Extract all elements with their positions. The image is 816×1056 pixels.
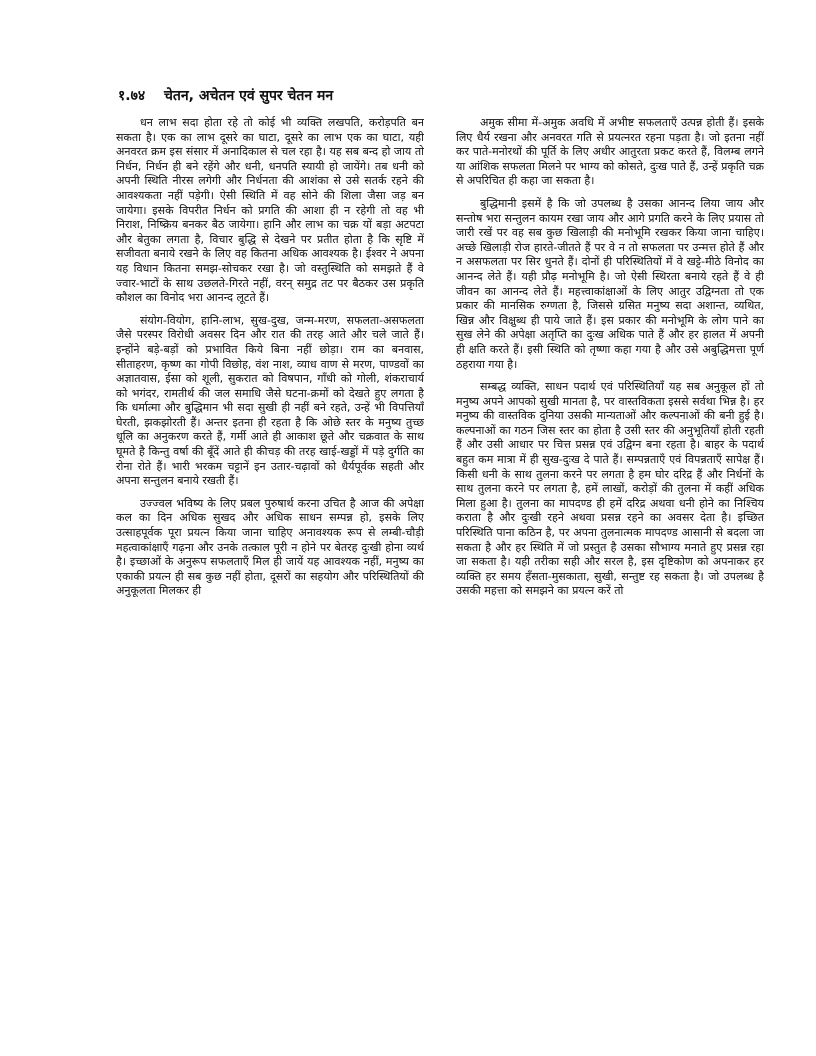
- running-header: [118, 86, 718, 110]
- paragraph: उज्ज्वल भविष्य के लिए प्रबल पुरुषार्थ करना उचित है आज की अपेक्षा कल का दिन अधिक सुखद और अधिक साधन सम्पन्न हो, इसके लिए उत्साहपूर्वक पूरा प्रयत्न किया जाना चाहिए अनावश्यक रूप से लम्बी-चौड़ी महत्वाकांक्षाएँ गढ़ना और उनके तत्काल पूरी न होने पर बेतरह दुःखी होना व्यर्थ है। इच्छाओं के अनुरूप सफलताएँ मिल ही जायें यह आवश्यक नहीं, मनुष्य का एकाकी प्रयत्न ही सब कुछ नहीं होता, दूसरों का सहयोग और परिस्थितियों की अनुकूलता मिलकर ही: [116, 496, 424, 598]
- paragraph: सम्बद्ध व्यक्ति, साधन पदार्थ एवं परिस्थितियाँ यह सब अनुकूल हों तो मनुष्य अपने आपको सुखी मानता है, पर वास्तविकता इससे सर्वथा भिन्न है। हर मनुष्य की वास्तविक दुनिया उसकी मान्यताओं और कल्पनाओं की बनी हुई है। कल्पनाओं का गठन जिस स्तर का होता है उसी स्तर की अनुभूतियाँ होती रहती हैं और उसी आधार पर चित्त प्रसन्न एवं उद्विग्न बना रहता है। बाहर के पदार्थ बहुत कम मात्रा में ही सुख-दुःख दे पाते हैं। सम्पन्नताएँ एवं विपन्नताएँ सापेक्ष हैं। किसी धनी के साथ तुलना करने पर लगता है हम घोर दरिद्र हैं और निर्धनों के साथ तुलना करने पर लगता है, हमें लाखों, करोड़ों की तुलना में कहीं अधिक मिला हुआ है। तुलना का मापदण्ड ही हमें दरिद्र अथवा धनी होने का निश्चिय कराता है और दुःखी रहने अथवा प्रसन्न रहने का अवसर देता है। इच्छित परिस्थिति पाना कठिन है, पर अपना तुलनात्मक मापदण्ड आसानी से बदला जा सकता है और हर स्थिति में जो प्रस्तुत है उसका सौभाग्य मनाते हुए प्रसन्न रहा जा सकता है। यही तरीका सही और सरल है, इस दृष्टिकोण को अपनाकर हर व्यक्ति हर समय हँसता-मुसकाता, सुखी, सन्तुष्ट रह सकता है। जो उपलब्ध है उसकी महत्ता को समझने का प्रयत्न करें तो: [456, 380, 764, 598]
- right-column: [456, 116, 764, 1041]
- paragraph: संयोग-वियोग, हानि-लाभ, सुख-दुख, जन्म-मरण, सफलता-असफलता जैसे परस्पर विरोधी अवसर दिन और रात की तरह आते और चले जाते हैं। इन्होंने बड़े-बड़ों को प्रभावित किये बिना नहीं छोड़ा। राम का बनवास, सीताहरण, कृष्ण का गोपी विछोह, वंश नाश, व्याध वाण से मरण, पाण्डवों का अज्ञातवास, ईसा को शूली, सुकरात को विषपान, गाँधी को गोली, शंकराचार्य को भगंदर, रामतीर्थ की जल समाधि जैसे घटना-क्रमों को देखते हुए लगता है कि धर्मात्मा और बुद्धिमान भी सदा सुखी ही नहीं बने रहते, उन्हें भी विपत्तियाँ घेरती, झकझोरती हैं। अन्तर इतना ही रहता है कि ओछे स्तर के मनुष्य तुच्छ धूलि का अनुकरण करते हैं, गर्मी आते ही आकाश छूते और चक्रवात के साथ घूमते है किन्तु वर्षा की बूँदें आते ही कीचड़ की तरह खाई-खड्डों में पड़े दुर्गति का रोना रोते हैं। भारी भरकम चट्टानें इन उतार-चढ़ावों को धैर्यपूर्वक सहती और अपना सन्तुलन बनाये रखती हैं।: [116, 313, 424, 488]
- paragraph: धन लाभ सदा होता रहे तो कोई भी व्यक्ति लखपति, करोड़पति बन सकता है। एक का लाभ दूसरे का घाटा, दूसरे का लाभ एक का घाटा, यही अनवरत क्रम इस संसार में अनादिकाल से चल रहा है। यह सब बन्द हो जाय तो निर्धन, निर्धन ही बने रहेंगे और धनी, धनपति स्यायी हो जायेंगे। तब धनी को अपनी स्थिति नीरस लगेगी और निर्धनता की आशंका से उसे सतर्क रहने की आवश्यकता नहीं पड़ेगी। ऐसी स्थिति में वह सोने की शिला जैसा जड़ बन जायेगा। इसके विपरीत निर्धन को प्रगति की आशा ही न रहेगी तो वह भी निराश, निष्क्रिय बनकर बैठ जायेगा। हानि और लाभ का चक्र यों बड़ा अटपटा और बेतुका लगता है, विचार बुद्धि से देखने पर प्रतीत होता है कि सृष्टि में सजीवता बनाये रखने के लिए वह कितना अधिक आवश्यक है। ईश्वर ने अपना यह विधान कितना समझ-सोचकर रखा है। जो वस्तुस्थिति को समझते हैं वे ज्वार-भाटों के साथ उछलते-गिरते नहीं, वरन् समुद्र तट पर बैठकर उस प्रकृति कौशल का विनोद भरा आनन्द लूटते हैं।: [116, 116, 424, 305]
- page-number: १.७४: [118, 88, 146, 104]
- left-column: [116, 116, 424, 1041]
- page-title: चेतन, अचेतन एवं सुपर चेतन मन: [164, 88, 334, 104]
- paragraph: बुद्धिमानी इसमें है कि जो उपलब्ध है उसका आनन्द लिया जाय और सन्तोष भरा सन्तुलन कायम रखा जाय और आगे प्रगति करने के लिए प्रयास तो जारी रखें पर वह सब कुछ खिलाड़ी की मनोभूमि रखकर किया जाना चाहिए। अच्छे खिलाड़ी रोज हारते-जीतते हैं पर वे न तो सफलता पर उन्मत्त होते हैं और न असफलता पर सिर धुनते हैं। दोनों ही परिस्थितियों में वे खट्टे-मीठे विनोद का आनन्द लेते हैं। यही प्रौढ़ मनोभूमि है। जो ऐसी स्थिरता बनाये रहते हैं वे ही जीवन का आनन्द लेते हैं। महत्त्वाकांक्षाओं के लिए आतुर उद्विग्नता तो एक प्रकार की मानसिक रुग्णता है, जिससे ग्रसित मनुष्य सदा अशान्त, व्यथित, खिन्न और विक्षुब्ध ही पाये जाते हैं। इस प्रकार की मनोभूमि के लोग पाने का सुख लेने की अपेक्षा अतृप्ति का दुःख अधिक पाते हैं और हर हालत में अपनी ही क्षति करते हैं। इसी स्थिति को तृष्णा कहा गया है और उसे अबुद्धिमत्ता पूर्ण ठहराया गया है।: [456, 196, 764, 371]
- paragraph: अमुक सीमा में-अमुक अवधि में अभीष्ट सफलताएँ उत्पन्न होती हैं। इसके लिए धैर्य रखना और अनवरत गति से प्रयत्नरत रहना पड़ता है। जो इतना नहीं कर पाते-मनोरथों की पूर्ति के लिए अधीर आतुरता प्रकट करते हैं, विलम्ब लगने या आंशिक सफलता मिलने पर भाग्य को कोसते, दुःख पाते हैं, उन्हें प्रकृति चक्र से अपरिचित ही कहा जा सकता है।: [456, 116, 764, 188]
